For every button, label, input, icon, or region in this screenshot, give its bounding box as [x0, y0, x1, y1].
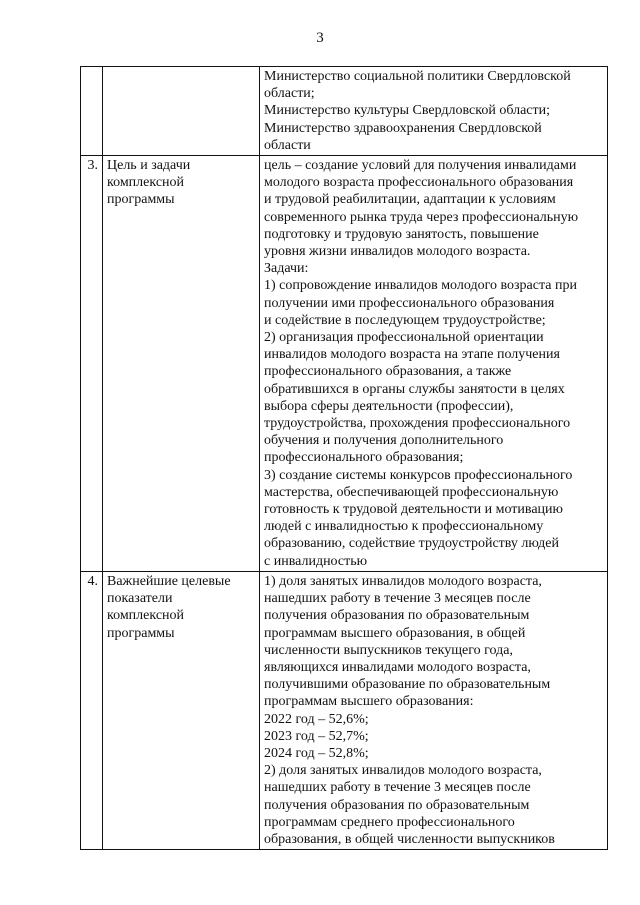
row-content-cell [260, 156, 608, 572]
row-content-line: программам среднего профессионального [264, 814, 515, 830]
row-content-line: готовность к трудовой деятельности и мотивацию [264, 502, 563, 518]
row-content-line: инвалидов молодого возраста на этапе получения [264, 347, 560, 363]
row-number: 3. [87, 158, 98, 174]
row-number-cell [81, 67, 103, 156]
row-content-cell [260, 571, 608, 849]
row-content-line: образования, в общей численности выпускников [264, 831, 555, 847]
row-content-line: получении ими профессионального образования [264, 295, 555, 311]
row-title-line: программы [107, 192, 175, 208]
row-number-cell [81, 571, 103, 849]
table-body [81, 67, 608, 850]
row-content-line: уровня жизни инвалидов молодого возраста. [264, 244, 531, 260]
row-content-line: людей с инвалидностью к профессиональному [264, 519, 544, 535]
row-content-line: 2022 год – 52,6%; [264, 711, 369, 727]
row-content-line: численности выпускников текущего года, [264, 642, 513, 658]
row-title-line: показатели [107, 591, 173, 607]
row-content-line: профессионального образования; [264, 450, 464, 466]
row-title-cell [103, 156, 260, 572]
row-content-line: Задачи: [264, 261, 309, 277]
table-row [81, 156, 608, 572]
table-row [81, 571, 608, 849]
row-content-line: 3) создание системы конкурсов профессионального [264, 467, 573, 483]
row-content-line: нашедших работу в течение 3 месяцев после [264, 780, 531, 796]
row-content-line: получившими образование по образовательным [264, 677, 551, 693]
page-number: 3 [316, 30, 324, 46]
row-content-line: обучения и получения дополнительного [264, 433, 504, 449]
row-content-line: обратившихся в органы службы занятости в целях [264, 381, 565, 397]
row-title-line: программы [107, 625, 175, 641]
row-content-line: Министерство социальной политики Свердловской [264, 69, 571, 84]
row-title-cell [103, 67, 260, 156]
row-content-line: современного рынка труда через профессиональную [264, 209, 579, 225]
row-content-line: образованию, содействие трудоустройству людей [264, 536, 559, 552]
row-title-line: Важнейшие целевые [107, 573, 231, 589]
row-content-line: Министерство культуры Свердловской области; [264, 103, 551, 119]
row-content-line: профессионального образования, а также [264, 364, 512, 380]
row-title-line: комплексной [107, 608, 185, 624]
row-title-cell [103, 571, 260, 849]
row-content-cell [260, 67, 608, 156]
row-title-line: комплексной [107, 175, 185, 191]
row-content-line: программам высшего образования: [264, 694, 474, 710]
row-content-line: 2) организация профессиональной ориентации [264, 330, 544, 346]
row-content-line: выбора сферы деятельности (профессии), [264, 398, 514, 414]
row-title-line: Цель и задачи [107, 158, 191, 174]
row-content-line: и содействие в последующем трудоустройстве; [264, 312, 546, 328]
row-content-line: с инвалидностью [264, 553, 368, 569]
row-number-cell [81, 156, 103, 572]
row-content-line: получения образования по образовательным [264, 608, 530, 624]
row-content-line: программам высшего образования, в общей [264, 625, 526, 641]
row-number: 4. [87, 573, 98, 589]
row-content-line: области; [264, 86, 315, 102]
row-content-line: получения образования по образовательным [264, 797, 530, 813]
row-content-line: молодого возраста профессионального образования [264, 175, 574, 191]
row-content-line: 1) сопровождение инвалидов молодого возраста при [264, 278, 577, 294]
row-content-line: подготовку и трудовую занятость, повышение [264, 226, 539, 242]
row-content-line: и трудовой реабилитации, адаптации к условиям [264, 192, 556, 208]
row-content-line: мастерства, обеспечивающей профессиональную [264, 484, 559, 500]
row-content-line: 2024 год – 52,8%; [264, 745, 369, 761]
row-content-line: трудоустройства, прохождения профессионального [264, 416, 571, 432]
row-content-line: 1) доля занятых инвалидов молодого возраста, [264, 573, 542, 589]
row-content-line: нашедших работу в течение 3 месяцев после [264, 591, 531, 607]
row-content-line: области [264, 137, 311, 153]
row-content-line: цель – создание условий для получения инвалидами [264, 158, 577, 174]
program-passport-table [80, 66, 608, 850]
row-content-line: 2023 год – 52,7%; [264, 728, 369, 744]
row-content-line: Министерство здравоохранения Свердловской [264, 120, 542, 136]
row-content-line: являющихся инвалидами молодого возраста, [264, 659, 531, 675]
table-row [81, 67, 608, 156]
row-content-line: 2) доля занятых инвалидов молодого возраста, [264, 763, 542, 779]
